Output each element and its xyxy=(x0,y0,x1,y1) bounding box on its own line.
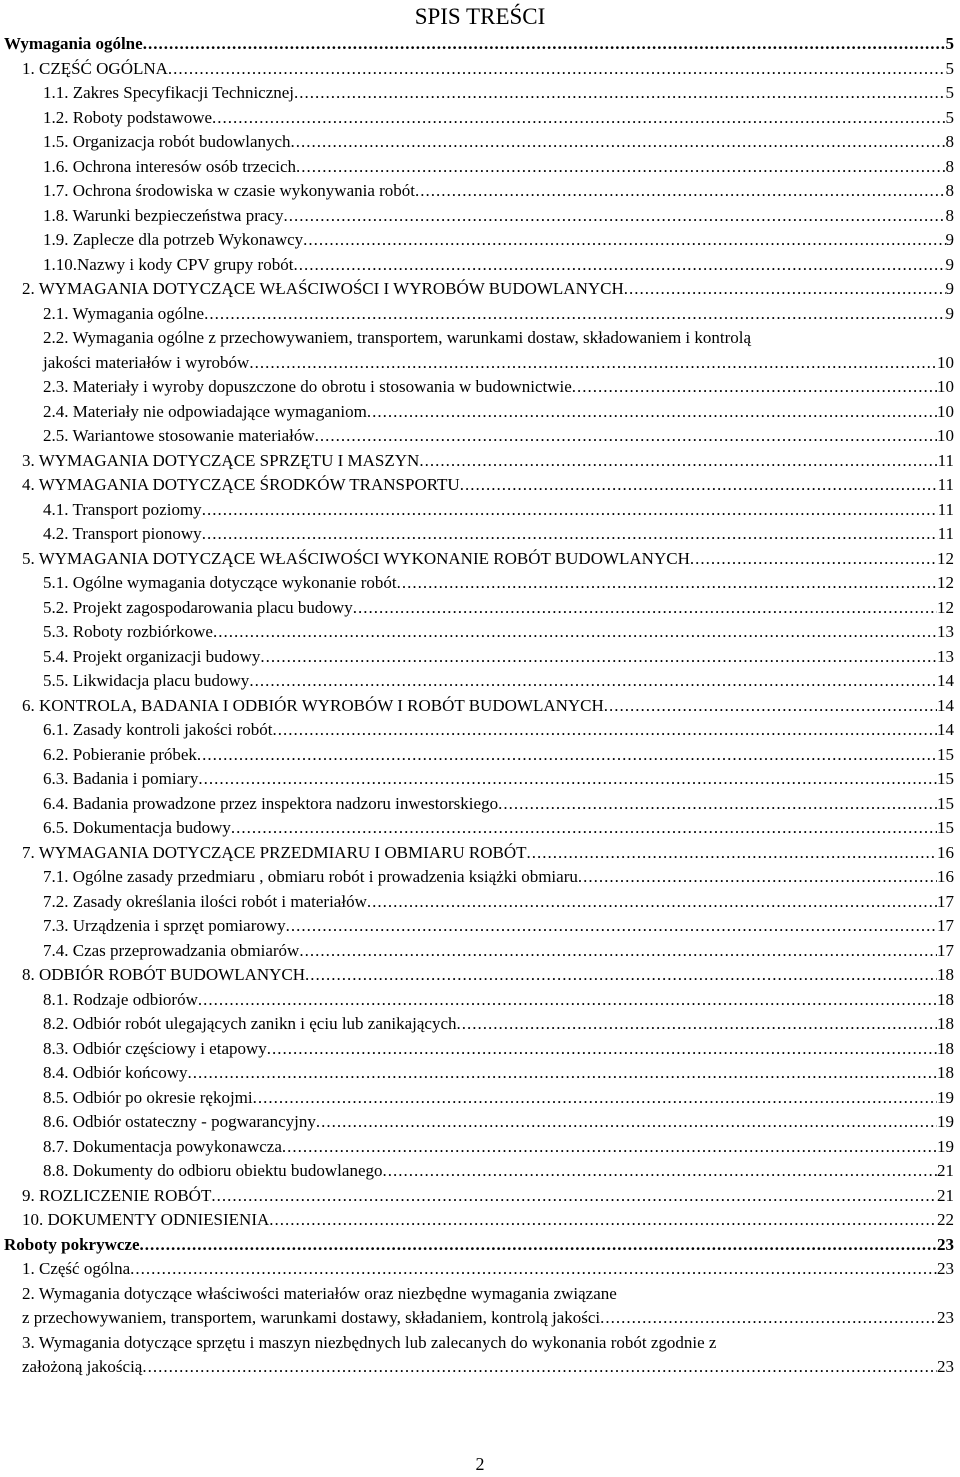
toc-entry-page: 11 xyxy=(937,524,954,543)
dot-leader xyxy=(267,1037,937,1062)
toc-entry[interactable] xyxy=(0,939,960,964)
toc-entry[interactable] xyxy=(0,865,960,890)
toc-entry[interactable] xyxy=(0,277,960,302)
toc-entry-label: 7. WYMAGANIA DOTYCZĄCE PRZEDMIARU I OBMIARU ROBÓT xyxy=(22,842,527,862)
toc-entry-label: 1.10.Nazwy i kody CPV grupy robót xyxy=(43,254,294,274)
dot-leader xyxy=(198,988,937,1013)
toc-entry-page: 22 xyxy=(937,1210,954,1229)
toc-entry-label: Roboty pokrywcze xyxy=(4,1234,140,1254)
toc-entry-label: 3. Wymagania dotyczące sprzętu i maszyn niezbędnych lub zalecanych do wykonania robót zgodnie z xyxy=(22,1332,717,1352)
toc-entry-page: 10 xyxy=(937,352,954,372)
toc-entry[interactable] xyxy=(0,302,960,327)
dot-leader xyxy=(291,130,946,155)
toc-entry-line[interactable] xyxy=(0,326,960,351)
dot-leader xyxy=(305,963,937,988)
toc-entry[interactable] xyxy=(0,1110,960,1135)
dot-leader xyxy=(202,498,938,523)
toc-entry-label: 5.2. Projekt zagospodarowania placu budowy xyxy=(43,597,353,617)
toc-entry-label: 7.2. Zasady określania ilości robót i materiałów xyxy=(43,891,367,911)
dot-leader xyxy=(204,302,945,327)
toc-entry-label: 5.1. Ogólne wymagania dotyczące wykonanie robót xyxy=(43,573,397,592)
toc-entry[interactable] xyxy=(0,498,960,523)
toc-entry-page: 5 xyxy=(945,58,954,78)
toc-entry-page: 23 xyxy=(937,1357,954,1376)
toc-entry-label: 4. WYMAGANIA DOTYCZĄCE ŚRODKÓW TRANSPORTU xyxy=(22,475,460,494)
toc-entry[interactable] xyxy=(0,204,960,229)
dot-leader xyxy=(397,571,937,596)
dot-leader xyxy=(383,1159,938,1184)
toc-entry-label: 5.3. Roboty rozbiórkowe xyxy=(43,622,213,641)
toc-entry-continuation: z przechowywaniem, transportem, warunkami dostawy, składaniem, kontrolą jakości xyxy=(22,1308,601,1327)
toc-entry-page: 10 xyxy=(937,401,954,421)
toc-entry-label: 2.2. Wymagania ogólne z przechowywaniem, transportem, warunkami dostaw, składowaniem i kontrolą xyxy=(43,328,752,347)
toc-entry-page: 10 xyxy=(937,426,954,445)
toc-entry[interactable] xyxy=(0,890,960,915)
dot-leader xyxy=(367,400,937,425)
dot-leader xyxy=(249,669,937,694)
dot-leader xyxy=(419,449,937,474)
dot-leader xyxy=(187,1061,937,1086)
toc-entry-page: 18 xyxy=(937,1063,954,1082)
toc-entry-page: 14 xyxy=(937,720,954,739)
dot-leader xyxy=(294,81,945,106)
toc-entry-label: 7.4. Czas przeprowadzania obmiarów xyxy=(43,940,300,960)
toc-entry-page: 11 xyxy=(937,499,954,519)
toc-entry[interactable] xyxy=(0,841,960,866)
toc-entry-label: 1. Część ogólna xyxy=(22,1259,131,1278)
toc-entry-label: 6. KONTROLA, BADANIA I ODBIÓR WYROBÓW I ROBÓT BUDOWLANYCH xyxy=(22,695,604,715)
toc-entry-label: 1.6. Ochrona interesów osób trzecich xyxy=(43,156,297,176)
toc-entry[interactable] xyxy=(0,106,960,131)
toc-entry-page: 8 xyxy=(945,181,954,200)
page-number: 2 xyxy=(475,1454,485,1474)
toc-entry[interactable] xyxy=(0,1355,960,1380)
toc-entry-label: 5. WYMAGANIA DOTYCZĄCE WŁAŚCIWOŚCI WYKONANIE ROBÓT BUDOWLANYCH xyxy=(22,548,690,568)
toc-entry-label: 5.4. Projekt organizacji budowy xyxy=(43,646,261,666)
toc-entry-label: 1.5. Organizacja robót budowlanych xyxy=(43,132,291,151)
toc-entry-label: 6.4. Badania prowadzone przez inspektora nadzoru inwestorskiego xyxy=(43,793,499,813)
toc-entry-page: 23 xyxy=(937,1308,954,1327)
toc-entry-label: 6.5. Dokumentacja budowy xyxy=(43,818,231,837)
toc-entry-label: 8.5. Odbiór po okresie rękojmi xyxy=(43,1087,253,1107)
toc-entry[interactable] xyxy=(0,400,960,425)
toc-entry[interactable] xyxy=(0,669,960,694)
toc-entry[interactable] xyxy=(0,645,960,670)
dot-leader xyxy=(283,204,945,229)
toc-entry-label: 5.5. Likwidacja placu budowy xyxy=(43,671,250,690)
toc-entry-page: 14 xyxy=(937,695,954,715)
toc-entry-page: 18 xyxy=(937,1038,954,1058)
toc-entry-continuation: założoną jakością xyxy=(22,1357,143,1376)
dot-leader xyxy=(282,1135,937,1160)
toc-entry[interactable] xyxy=(0,596,960,621)
toc-entry-page: 14 xyxy=(937,671,954,690)
toc-entry-label: 1.2. Roboty podstawowe xyxy=(43,107,213,127)
toc-entry-page: 12 xyxy=(937,597,954,617)
dot-leader xyxy=(572,375,937,400)
dot-leader xyxy=(600,1306,937,1331)
dot-leader xyxy=(249,351,937,376)
toc-entry-label: 1.7. Ochrona środowiska w czasie wykonywania robót xyxy=(43,181,416,200)
toc-entry-label: 1.8. Warunki bezpieczeństwa pracy xyxy=(43,205,284,225)
toc-entry-page: 15 xyxy=(937,793,954,813)
toc-entry-label: 8.2. Odbiór robót ulegających zanikn i ęciu lub zanikających xyxy=(43,1014,457,1033)
toc-entry-page: 11 xyxy=(937,450,954,470)
toc-entry-page: 18 xyxy=(937,965,954,984)
dot-leader xyxy=(269,1208,937,1233)
toc-entry-page: 17 xyxy=(937,916,954,935)
toc-entry-label: 6.3. Badania i pomiary xyxy=(43,769,199,788)
dot-leader xyxy=(272,718,937,743)
toc-entry[interactable] xyxy=(0,1012,960,1037)
toc-entry-label: 8.8. Dokumenty do odbioru obiektu budowlanego xyxy=(43,1161,383,1180)
dot-leader xyxy=(690,547,937,572)
toc-entry-label: 8.3. Odbiór częściowy i etapowy xyxy=(43,1038,267,1058)
toc-entry-page: 15 xyxy=(937,744,954,764)
dot-leader xyxy=(213,620,937,645)
dot-leader xyxy=(315,424,937,449)
toc-entry-page: 13 xyxy=(937,622,954,641)
dot-leader xyxy=(198,767,937,792)
toc-entry-page: 21 xyxy=(937,1185,954,1205)
dot-leader xyxy=(299,939,937,964)
dot-leader xyxy=(231,816,937,841)
toc-entry-label: 8.4. Odbiór końcowy xyxy=(43,1063,188,1082)
dot-leader xyxy=(197,743,937,768)
toc-entry[interactable] xyxy=(0,718,960,743)
dot-leader xyxy=(415,179,945,204)
toc-entry-label: 2. WYMAGANIA DOTYCZĄCE WŁAŚCIWOŚCI I WYROBÓW BUDOWLANYCH xyxy=(22,279,624,298)
toc-entry[interactable] xyxy=(0,375,960,400)
toc-entry[interactable] xyxy=(0,1184,960,1209)
toc-entry-label: 6.1. Zasady kontroli jakości robót xyxy=(43,720,273,739)
toc-entry-page: 5 xyxy=(945,107,954,127)
toc-entry-label: 9. ROZLICZENIE ROBÓT xyxy=(22,1185,212,1205)
toc-entry[interactable] xyxy=(0,1086,960,1111)
toc-entry-page: 17 xyxy=(937,940,954,960)
toc-entry[interactable] xyxy=(0,767,960,792)
dot-leader xyxy=(460,473,938,498)
toc-entry-label: 8.1. Rodzaje odbiorów xyxy=(43,989,198,1009)
toc-entry[interactable] xyxy=(0,1037,960,1062)
toc-entry-page: 9 xyxy=(945,303,954,323)
toc-entry-label: 7.3. Urządzenia i sprzęt pomiarowy xyxy=(43,916,286,935)
toc-entry-page: 13 xyxy=(937,646,954,666)
toc-entry-label: 2. Wymagania dotyczące właściwości materiałów oraz niezbędne wymagania związane xyxy=(22,1283,617,1303)
dot-leader xyxy=(143,32,946,57)
dot-leader xyxy=(202,522,938,547)
dot-leader xyxy=(212,106,945,131)
toc-entry-line[interactable] xyxy=(0,1282,960,1307)
toc-entry[interactable] xyxy=(0,694,960,719)
toc-entry-page: 19 xyxy=(937,1112,954,1131)
toc-entry[interactable] xyxy=(0,571,960,596)
toc-entry[interactable] xyxy=(0,1061,960,1086)
dot-leader xyxy=(604,694,937,719)
toc-entry-label: 8.6. Odbiór ostateczny - pogwarancyjny xyxy=(43,1112,316,1131)
toc-entry-page: 19 xyxy=(937,1136,954,1156)
dot-leader xyxy=(168,57,946,82)
toc-entry-label: 2.4. Materiały nie odpowiadające wymaganiom xyxy=(43,401,367,421)
dot-leader xyxy=(457,1012,937,1037)
dot-leader xyxy=(624,277,946,302)
toc-entry-page: 16 xyxy=(937,867,954,886)
dot-leader xyxy=(211,1184,937,1209)
dot-leader xyxy=(578,865,937,890)
toc-entry[interactable] xyxy=(0,81,960,106)
toc-entry[interactable] xyxy=(0,522,960,547)
dot-leader xyxy=(253,1086,937,1111)
toc-entry[interactable] xyxy=(0,1306,960,1331)
toc-entry-label: 4.1. Transport poziomy xyxy=(43,499,202,519)
toc-entry-label: 7.1. Ogólne zasady przedmiaru , obmiaru robót i prowadzenia książki obmiaru xyxy=(43,867,578,886)
toc-entry[interactable] xyxy=(0,228,960,253)
toc-entry-page: 8 xyxy=(945,132,954,151)
toc-entry-page: 17 xyxy=(937,891,954,911)
toc-entry[interactable] xyxy=(0,792,960,817)
dot-leader xyxy=(498,792,937,817)
toc-entry[interactable] xyxy=(0,988,960,1013)
toc-entry-line[interactable] xyxy=(0,1331,960,1356)
toc-entry-page: 9 xyxy=(945,230,954,249)
toc-entry[interactable] xyxy=(0,1159,960,1184)
toc-entry[interactable] xyxy=(0,1208,960,1233)
toc-entry[interactable] xyxy=(0,743,960,768)
toc-entry-page: 10 xyxy=(937,377,954,396)
toc-entry[interactable] xyxy=(0,351,960,376)
toc-entry-label: 1. CZĘŚĆ OGÓLNA xyxy=(22,58,168,78)
toc-entry-label: 2.3. Materiały i wyroby dopuszczone do obrotu i stosowania w budownictwie xyxy=(43,377,572,396)
toc-entry[interactable] xyxy=(0,155,960,180)
toc-entry[interactable] xyxy=(0,253,960,278)
toc-entry-page: 16 xyxy=(937,842,954,862)
toc-entry-page: 8 xyxy=(945,156,954,176)
dot-leader xyxy=(286,914,937,939)
toc-entry[interactable] xyxy=(0,620,960,645)
toc-section-heading[interactable] xyxy=(0,32,960,57)
toc-entry-page: 18 xyxy=(937,989,954,1009)
toc-entry-label: 6.2. Pobieranie próbek xyxy=(43,744,197,764)
toc-entry[interactable] xyxy=(0,424,960,449)
toc-entry-page: 8 xyxy=(945,205,954,225)
toc-entry-page: 21 xyxy=(937,1161,954,1180)
dot-leader xyxy=(316,1110,937,1135)
dot-leader xyxy=(367,890,937,915)
dot-leader xyxy=(142,1355,937,1380)
toc-entry-label: 10. DOKUMENTY ODNIESIENIA xyxy=(22,1210,270,1229)
toc-entry-page: 12 xyxy=(937,573,954,592)
toc-entry[interactable] xyxy=(0,1257,960,1282)
toc-entry[interactable] xyxy=(0,963,960,988)
dot-leader xyxy=(140,1233,937,1258)
toc-entry[interactable] xyxy=(0,547,960,572)
toc-entry-page: 12 xyxy=(937,548,954,568)
toc-entry-page: 23 xyxy=(937,1259,954,1278)
dot-leader xyxy=(260,645,937,670)
dot-leader xyxy=(303,228,945,253)
toc-entry-page: 18 xyxy=(937,1014,954,1033)
toc-entry[interactable] xyxy=(0,179,960,204)
toc-entry-page: 5 xyxy=(945,34,954,53)
toc-entry-page: 5 xyxy=(945,83,954,102)
page-title: SPIS TREŚCI xyxy=(414,4,546,29)
toc-entry-page: 9 xyxy=(945,279,954,298)
toc-entry-label: 8. ODBIÓR ROBÓT BUDOWLANYCH xyxy=(22,965,306,984)
toc-entry-label: 1.1. Zakres Specyfikacji Technicznej xyxy=(43,83,295,102)
dot-leader xyxy=(130,1257,937,1282)
toc-entry[interactable] xyxy=(0,816,960,841)
toc-entry-continuation: jakości materiałów i wyrobów xyxy=(43,352,250,372)
toc-entry-label: 8.7. Dokumentacja powykonawcza xyxy=(43,1136,282,1156)
table-of-contents xyxy=(0,32,960,1380)
dot-leader xyxy=(293,253,945,278)
toc-entry-page: 15 xyxy=(937,818,954,837)
toc-entry[interactable] xyxy=(0,914,960,939)
dot-leader xyxy=(527,841,938,866)
toc-entry[interactable] xyxy=(0,130,960,155)
toc-entry[interactable] xyxy=(0,449,960,474)
toc-entry-page: 15 xyxy=(937,769,954,788)
toc-entry-label: 4.2. Transport pionowy xyxy=(43,524,202,543)
toc-entry[interactable] xyxy=(0,473,960,498)
toc-entry[interactable] xyxy=(0,57,960,82)
toc-entry-label: 2.1. Wymagania ogólne xyxy=(43,303,205,323)
toc-entry-page: 19 xyxy=(937,1087,954,1107)
toc-entry-page: 9 xyxy=(945,254,954,274)
dot-leader xyxy=(353,596,937,621)
toc-entry-label: 2.5. Wariantowe stosowanie materiałów xyxy=(43,426,315,445)
toc-entry-page: 11 xyxy=(937,475,954,494)
toc-section-heading[interactable] xyxy=(0,1233,960,1258)
dot-leader xyxy=(296,155,945,180)
toc-entry-label: 3. WYMAGANIA DOTYCZĄCE SPRZĘTU I MASZYN xyxy=(22,450,420,470)
toc-entry[interactable] xyxy=(0,1135,960,1160)
toc-entry-page: 23 xyxy=(937,1234,954,1254)
toc-entry-label: 1.9. Zaplecze dla potrzeb Wykonawcy xyxy=(43,230,304,249)
toc-entry-label: Wymagania ogólne xyxy=(4,34,143,53)
